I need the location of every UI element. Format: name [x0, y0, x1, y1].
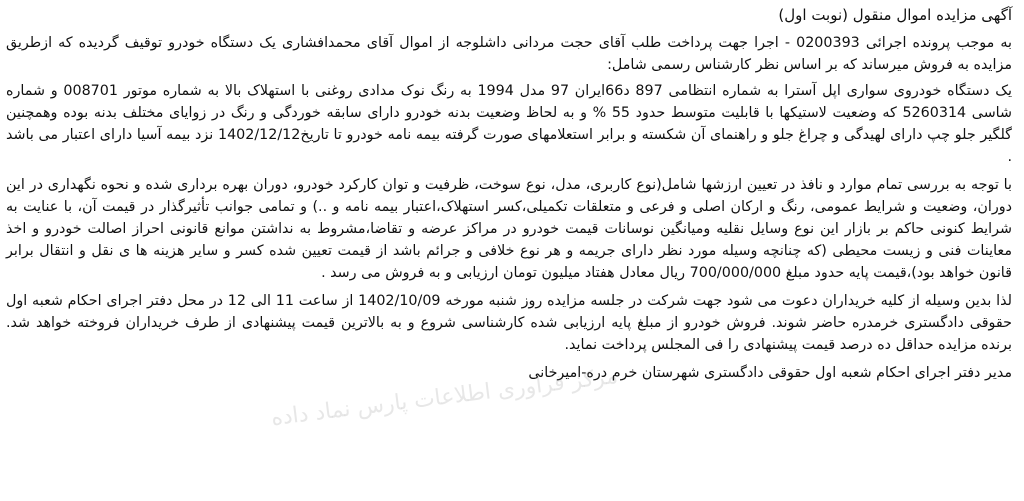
paragraph-vehicle-description: یک دستگاه خودروی سواری اپل آسترا به شماره انتظامی 897 د66ایران 97 مدل 1994 به رنگ نوک مدادی روغنی با استهلاک بالا به شماره موتور 008701 و شماره شاسی 5260314 که وضعیت لاستیکها با قابلیت متوسط حدود 55 % و به لحاظ وضعیت بدنه خودرو دارای سابقه خوردگی و رنگ در زوایای مختلف بدنه بوده وهمچنین گلگیر جلو چپ دارای لهیدگی و چراغ جلو و راهنمای آن شکسته و برابر استعلامهای صورت گرفته بیمه نامه خودرو تا تاریخ1402/12/12 نزد بیمه آسیا دارای اعتبار می باشد . [6, 83, 1013, 165]
paragraph-case-intro: به موجب پرونده اجرائی 0200393 - اجرا جهت پرداخت طلب آقای حجت مردانی داشلوجه از اموال آقای محمدافشاری یک دستگاه خودرو توقیف گردیده که ازطریق مزایده به فروش میرساند که بر اساس نظر کارشناس رسمی شامل: [6, 35, 1012, 73]
notice-title: آگهی مزایده اموال منقول (نوبت اول) [778, 6, 1012, 24]
auction-notice [6, 4, 1012, 390]
paragraph-auction-session: لذا بدین وسیله از کلیه خریداران دعوت می شود جهت شرکت در جلسه مزایده روز شنبه مورخه 1402/10/09 از ساعت 11 الی 12 در محل دفتر اجرای احکام شعبه اول حقوقی دادگستری خرمدره حاضر شوند. فروش خودرو از مبلغ پایه ارزیابی شده کارشناسی شروع و به بالاترین قیمت پیشنهادی از طرف خریداران فروخته خواهد شد. برنده مزایده حداقل ده درصد قیمت پیشنهادی را فی المجلس پرداخت نماید. [6, 293, 1012, 353]
paragraph-valuation: با توجه به بررسی تمام موارد و نافذ در تعیین ارزشها شامل(نوع کاربری، مدل، نوع سوخت، ظرفیت و توان کارکرد خودرو، دوران بهره برداری شده و نحوه نگهداری در این دوران، وضعیت و شرایط عمومی، رنگ و ارکان اصلی و فرعی و متعلقات تکمیلی،کسر استهلاک،اعتبار بیمه نامه و ..) و تمامی جوانب تأثیرگذار در قیمت آن، با عنایت به شرایط کنونی حاکم بر بازار این نوع وسایل نقلیه ومیانگین نوسانات قیمت خودرو در مراکز عرضه و تقاضا،مشروط به نداشتن موانع قانونی احراز اصالت خودرو و اخذ معاینات فنی و زیست محیطی (که چنانچه وسیله مورد نظر دارای جریمه و هر نوع خلافی و جرائم باشد از قیمت تعیین شده کسر و سایر هزینه ها ی نقل و انتقال برابر قانون خواهد بود)،قیمت پایه حدود مبلغ 700/000/000 ریال معادل هفتاد میلیون تومان ارزیابی و به فروش می رسد . [6, 177, 1012, 281]
signature-line: مدیر دفتر اجرای احکام شعبه اول حقوقی دادگستری شهرستان خرم دره-امیرخانی [528, 365, 1012, 381]
watermark: مرکز فراوری اطلاعات پارس نماد داده [269, 363, 620, 432]
